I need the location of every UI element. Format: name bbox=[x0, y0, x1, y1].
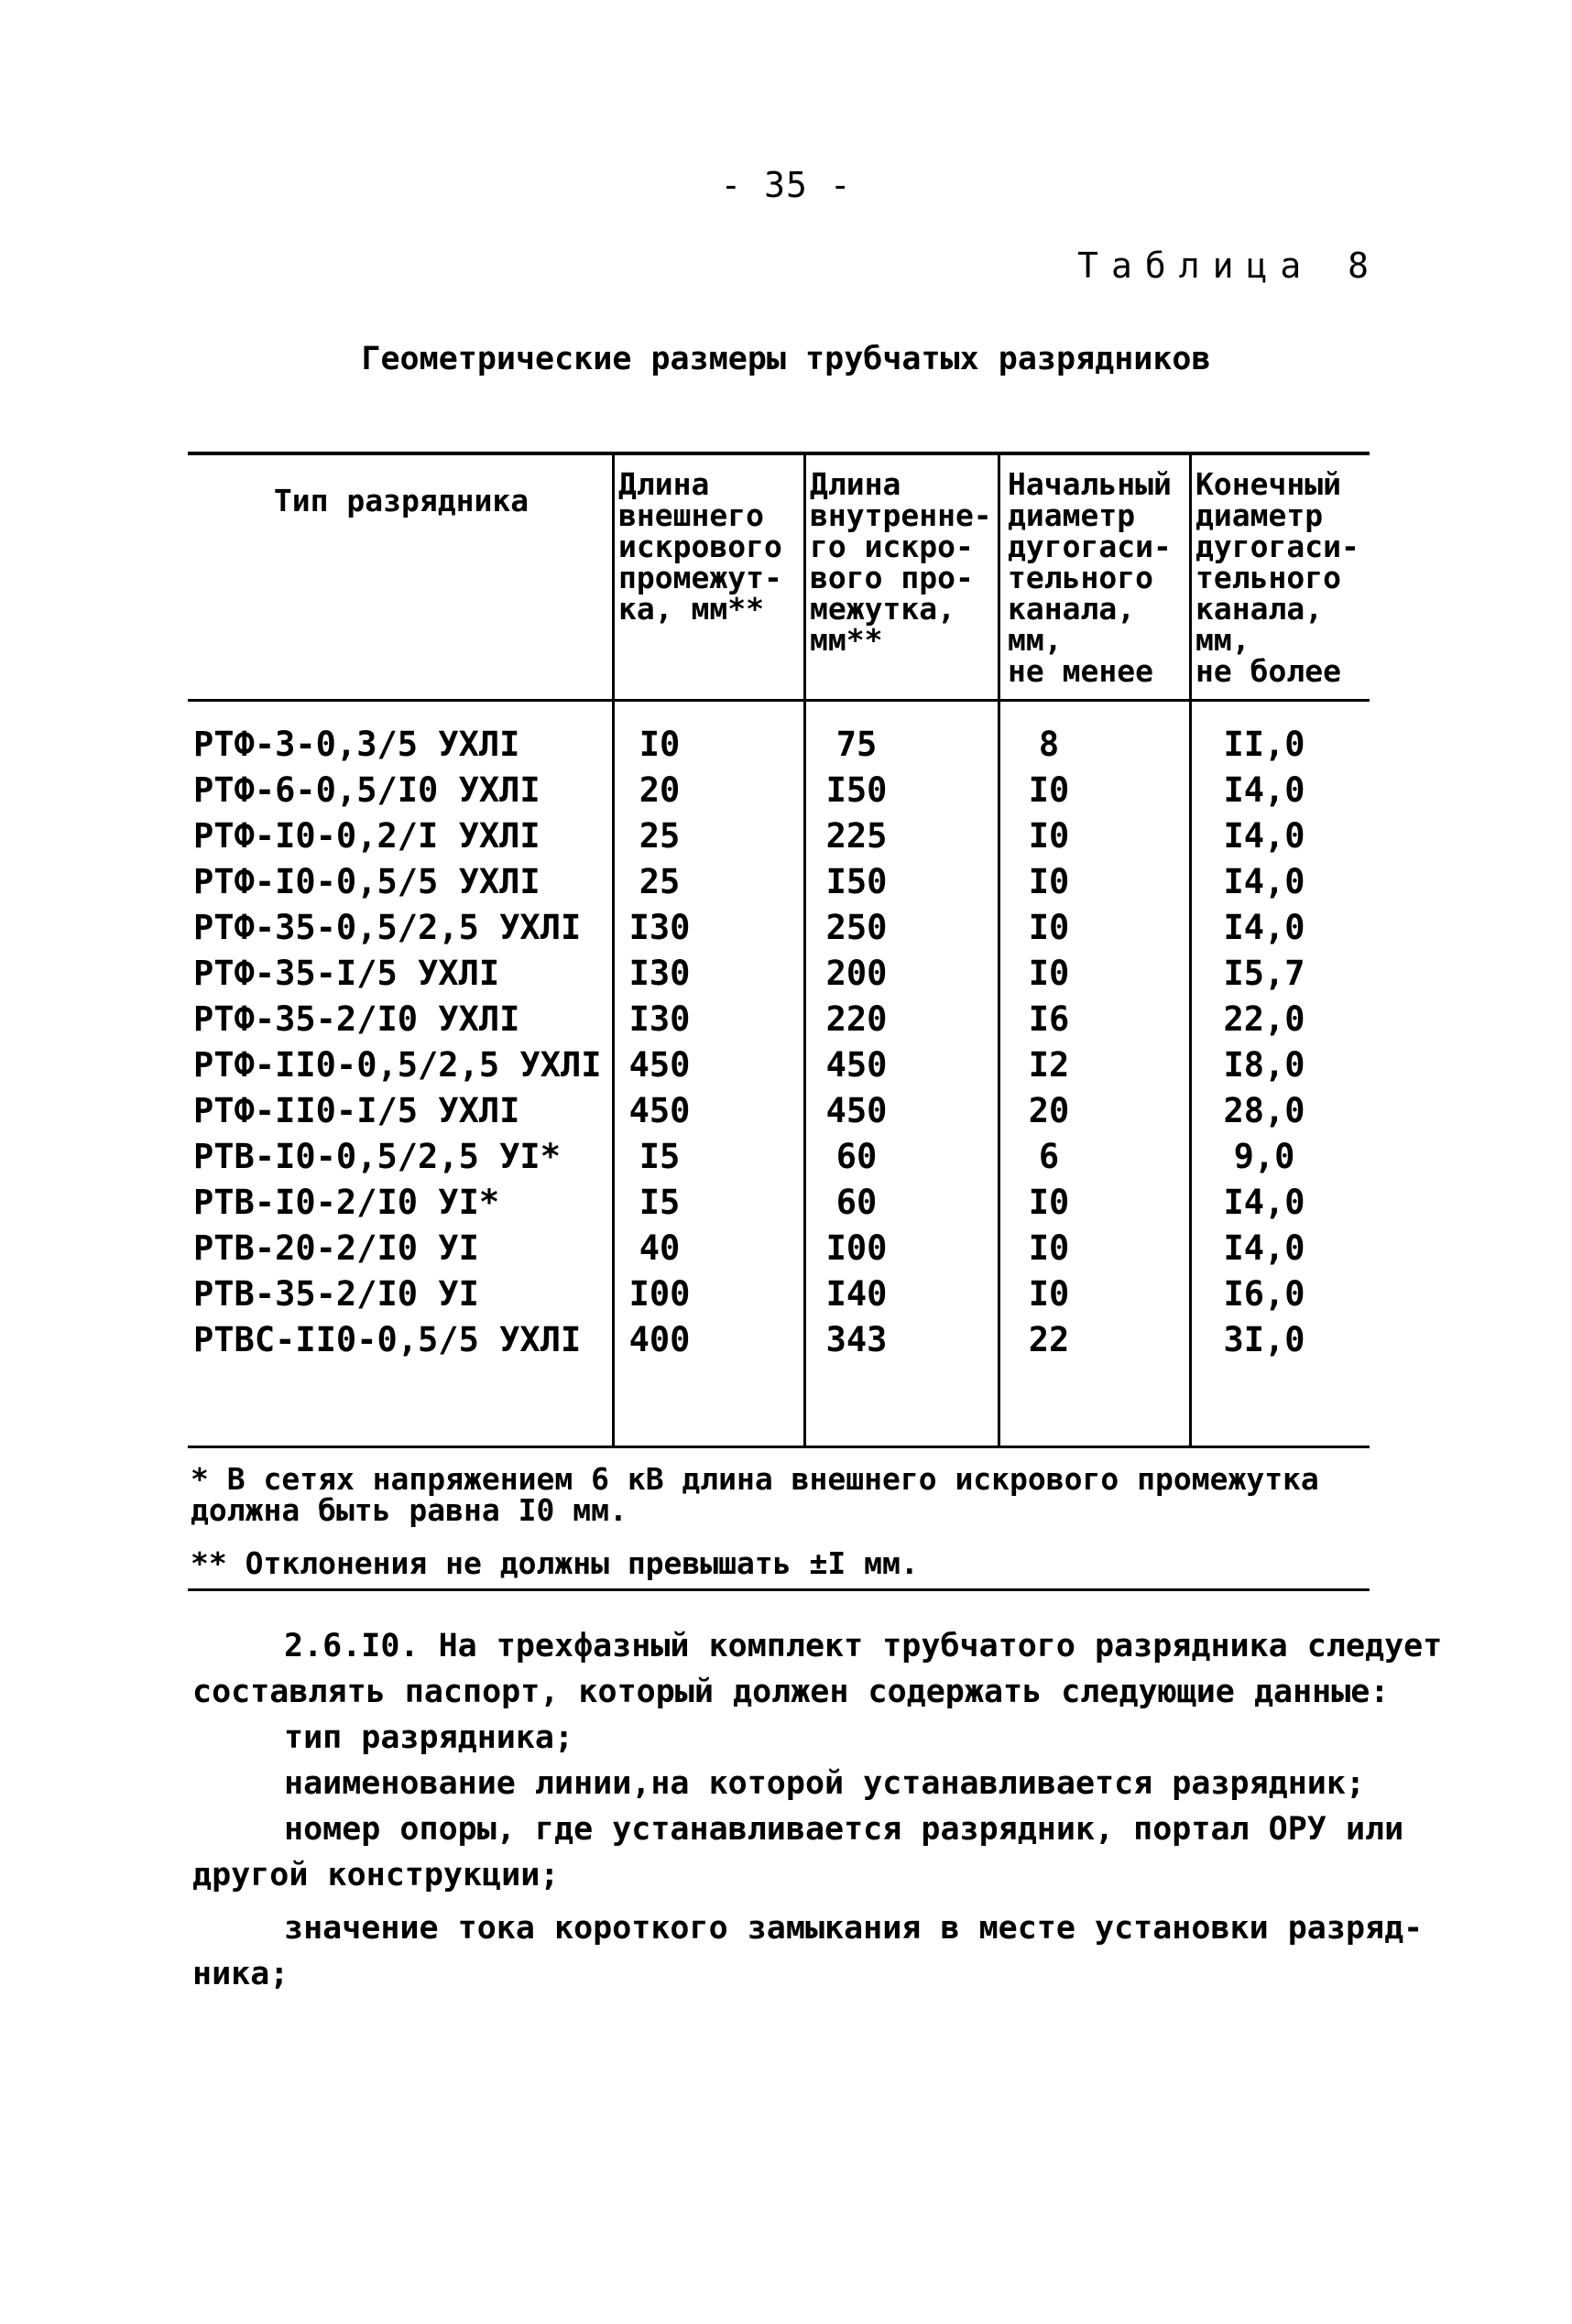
cell-internal-gap: I50 bbox=[825, 770, 888, 810]
cell-final-diameter: I4,0 bbox=[1223, 862, 1305, 901]
cell-type: РТВС-II0-0,5/5 УХЛI bbox=[193, 1320, 582, 1359]
cell-type: РТФ-35-2/I0 УХЛI bbox=[193, 999, 520, 1039]
cell-internal-gap: 220 bbox=[825, 999, 888, 1039]
footnote-bottom-rule bbox=[188, 1588, 1370, 1591]
table-header-divider bbox=[188, 699, 1370, 702]
cell-internal-gap: I40 bbox=[825, 1274, 888, 1314]
cell-final-diameter: I5,7 bbox=[1223, 954, 1305, 993]
body-paragraph-line: 2.6.I0. На трехфазный комплект трубчатого разрядника следует bbox=[284, 1628, 1443, 1664]
table-row bbox=[188, 1088, 1370, 1134]
cell-initial-diameter: I0 bbox=[1028, 862, 1070, 901]
footnote-2: ** Отклонения не должны превышать ±I мм. bbox=[191, 1545, 919, 1581]
body-list-item: номер опоры, где устанавливается разрядник, портал ОРУ или bbox=[284, 1811, 1404, 1848]
cell-type: РТФ-6-0,5/I0 УХЛI bbox=[193, 770, 540, 810]
cell-initial-diameter: I0 bbox=[1028, 1228, 1070, 1268]
cell-type: РТФ-I0-0,2/I УХЛI bbox=[193, 816, 540, 856]
header-final-diameter: Конечный диаметр дугогаси- тельного канала, мм, не более bbox=[1195, 466, 1359, 689]
cell-type: РТФ-3-0,3/5 УХЛI bbox=[193, 725, 520, 764]
table-row bbox=[188, 722, 1370, 768]
cell-external-gap: I30 bbox=[628, 954, 691, 993]
cell-type: РТФ-35-0,5/2,5 УХЛI bbox=[193, 908, 582, 947]
table-bottom-border bbox=[188, 1446, 1370, 1448]
cell-external-gap: 450 bbox=[628, 1091, 691, 1130]
cell-initial-diameter: I0 bbox=[1028, 908, 1070, 947]
cell-type: РТВ-I0-2/I0 УI* bbox=[193, 1183, 500, 1222]
cell-internal-gap: 225 bbox=[825, 816, 888, 856]
header-internal-gap: Длина внутренне- го искро- вого про- межутка, мм** bbox=[810, 466, 992, 658]
cell-initial-diameter: 20 bbox=[1028, 1091, 1070, 1130]
cell-type: РТВ-35-2/I0 УI bbox=[193, 1274, 479, 1314]
cell-external-gap: 40 bbox=[639, 1228, 681, 1268]
table-row bbox=[188, 951, 1370, 997]
cell-initial-diameter: I2 bbox=[1028, 1045, 1070, 1085]
table-row bbox=[188, 1271, 1370, 1317]
cell-external-gap: I30 bbox=[628, 999, 691, 1039]
table-row bbox=[188, 1317, 1370, 1363]
cell-internal-gap: 60 bbox=[835, 1183, 878, 1222]
cell-internal-gap: 450 bbox=[825, 1045, 888, 1085]
table-label: Таблица 8 bbox=[1077, 245, 1381, 286]
cell-internal-gap: I50 bbox=[825, 862, 888, 901]
cell-internal-gap: 343 bbox=[825, 1320, 888, 1359]
cell-type: РТФ-II0-I/5 УХЛI bbox=[193, 1091, 520, 1130]
table-row bbox=[188, 905, 1370, 951]
cell-initial-diameter: I0 bbox=[1028, 954, 1070, 993]
table-top-border bbox=[188, 452, 1370, 455]
cell-external-gap: I5 bbox=[639, 1183, 681, 1222]
cell-internal-gap: I00 bbox=[825, 1228, 888, 1268]
cell-final-diameter: I8,0 bbox=[1223, 1045, 1305, 1085]
cell-type: РТФ-II0-0,5/2,5 УХЛI bbox=[193, 1045, 602, 1085]
body-paragraph-line: составлять паспорт, который должен содержать следующие данные: bbox=[192, 1674, 1390, 1710]
table-row bbox=[188, 813, 1370, 859]
cell-internal-gap: 250 bbox=[825, 908, 888, 947]
body-list-item: тип разрядника; bbox=[284, 1719, 574, 1756]
cell-external-gap: 25 bbox=[639, 862, 681, 901]
table-row bbox=[188, 1042, 1370, 1088]
cell-final-diameter: 22,0 bbox=[1223, 999, 1305, 1039]
body-list-item-cont: ника; bbox=[192, 1956, 289, 1992]
cell-type: РТФ-35-I/5 УХЛI bbox=[193, 954, 500, 993]
cell-initial-diameter: 8 bbox=[1038, 725, 1060, 764]
cell-final-diameter: 3I,0 bbox=[1223, 1320, 1305, 1359]
table-row bbox=[188, 1226, 1370, 1271]
cell-final-diameter: II,0 bbox=[1223, 725, 1305, 764]
cell-type: РТВ-I0-0,5/2,5 УI* bbox=[193, 1137, 561, 1176]
cell-external-gap: I5 bbox=[639, 1137, 681, 1176]
cell-external-gap: I00 bbox=[628, 1274, 691, 1314]
cell-final-diameter: 28,0 bbox=[1223, 1091, 1305, 1130]
cell-external-gap: 25 bbox=[639, 816, 681, 856]
cell-initial-diameter: I0 bbox=[1028, 770, 1070, 810]
cell-initial-diameter: I0 bbox=[1028, 1274, 1070, 1314]
page-number: - 35 - bbox=[720, 165, 852, 205]
body-list-item: наименование линии,на которой устанавливается разрядник; bbox=[284, 1765, 1366, 1802]
table-row bbox=[188, 768, 1370, 813]
cell-final-diameter: I4,0 bbox=[1223, 1228, 1305, 1268]
table-body bbox=[188, 722, 1370, 1363]
table-row bbox=[188, 997, 1370, 1042]
cell-final-diameter: 9,0 bbox=[1233, 1137, 1295, 1176]
table-row bbox=[188, 1134, 1370, 1180]
cell-internal-gap: 75 bbox=[835, 725, 878, 764]
cell-final-diameter: I6,0 bbox=[1223, 1274, 1305, 1314]
footnote-1: * В сетях напряжением 6 кВ длина внешнего искрового промежутка должна быть равна I0 мм. bbox=[191, 1461, 1319, 1528]
cell-final-diameter: I4,0 bbox=[1223, 816, 1305, 856]
cell-type: РТВ-20-2/I0 УI bbox=[193, 1228, 479, 1268]
cell-initial-diameter: I0 bbox=[1028, 816, 1070, 856]
table-row bbox=[188, 1180, 1370, 1226]
cell-internal-gap: 450 bbox=[825, 1091, 888, 1130]
cell-external-gap: 20 bbox=[639, 770, 681, 810]
cell-external-gap: 450 bbox=[628, 1045, 691, 1085]
cell-final-diameter: I4,0 bbox=[1223, 1183, 1305, 1222]
body-list-item-cont: другой конструкции; bbox=[192, 1857, 560, 1893]
cell-external-gap: I30 bbox=[628, 908, 691, 947]
header-type: Тип разрядника bbox=[273, 483, 529, 518]
cell-external-gap: I0 bbox=[639, 725, 681, 764]
cell-internal-gap: 200 bbox=[825, 954, 888, 993]
cell-final-diameter: I4,0 bbox=[1223, 770, 1305, 810]
cell-initial-diameter: I6 bbox=[1028, 999, 1070, 1039]
cell-initial-diameter: 6 bbox=[1038, 1137, 1060, 1176]
table-title: Геометрические размеры трубчатых разрядников bbox=[361, 341, 1211, 377]
header-initial-diameter: Начальный диаметр дугогаси- тельного канала, мм, не менее bbox=[1008, 466, 1172, 689]
header-external-gap: Длина внешнего искрового промежут- ка, мм** bbox=[618, 466, 782, 627]
table-row bbox=[188, 859, 1370, 905]
cell-initial-diameter: 22 bbox=[1028, 1320, 1070, 1359]
cell-internal-gap: 60 bbox=[835, 1137, 878, 1176]
cell-initial-diameter: I0 bbox=[1028, 1183, 1070, 1222]
cell-type: РТФ-I0-0,5/5 УХЛI bbox=[193, 862, 540, 901]
cell-external-gap: 400 bbox=[628, 1320, 691, 1359]
cell-final-diameter: I4,0 bbox=[1223, 908, 1305, 947]
body-list-item: значение тока короткого замыкания в месте установки разряд- bbox=[284, 1910, 1424, 1947]
